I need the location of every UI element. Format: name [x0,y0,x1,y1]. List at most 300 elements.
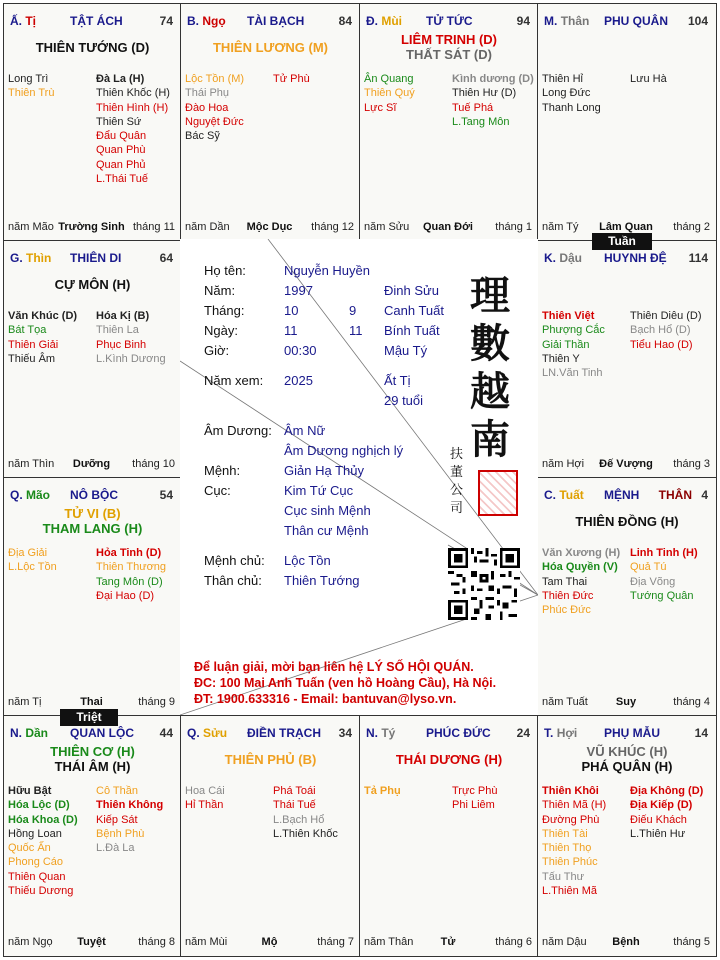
palace-header [187,726,352,742]
minor-star: Thiên Khốc (H) [96,87,170,100]
month-label: tháng 4 [673,696,710,708]
can-chi [544,726,577,740]
palace-footer [185,221,354,235]
ngay-can-chi: Bính Tuất [384,323,440,338]
palace-footer [542,458,710,472]
year-label: năm Sửu [364,221,410,233]
minor-star: L.Thiên Mã [542,885,598,898]
right-star-list [96,309,166,366]
palace-number: 54 [159,488,173,502]
contact-line-2: ĐC: 100 Mai Anh Tuấn (ven hồ Hoàng Cầu), Hà Nội. [194,676,497,690]
minor-star: Bát Tọa [8,324,47,337]
minor-star: Tang Môn (D) [96,575,163,588]
thang-am: 10 [284,303,299,318]
ho-ten-label: Họ tên: [204,263,246,278]
right-star-list [96,784,163,855]
nam-xem-can-chi: Ất Tị [384,373,411,388]
trang-sinh-label: Quan Đới [423,221,473,233]
thang-duong: 9 [349,303,357,318]
minor-star: Quốc Ấn [8,842,51,855]
can-chi [544,251,582,265]
logo-char-4: 南 [470,416,510,463]
minor-star: Tam Thai [542,575,588,588]
year-label: năm Thìn [8,458,55,470]
can-chi [366,726,395,740]
palace-name: MỆNH [604,488,640,502]
palace-footer [364,221,532,235]
logo-calligraphy [470,272,526,464]
trang-sinh-label: Mộ [261,936,278,948]
palace-header [544,14,708,30]
minor-star: L.Tang Môn [452,115,510,128]
minor-star: Thiên Tài [542,827,588,840]
branch: Tuất [559,488,584,502]
year-label: năm Mão [8,221,54,233]
minor-star: Thiên Việt [542,310,595,322]
year-label: năm Dần [185,221,230,233]
branch: Mùi [381,14,403,28]
minor-star: Phong Cáo [8,856,64,869]
palace-number: 94 [516,14,530,28]
minor-star: Phá Toái [273,785,316,797]
qr-code-icon[interactable] [448,548,520,620]
minor-star: Đại Hao (D) [96,589,155,602]
minor-star: Đường Phù [542,813,600,826]
minor-star: Thiên Hình (H) [96,101,169,114]
left-star-list [542,309,605,380]
can: G. [10,251,23,265]
branch: Dần [25,726,49,740]
minor-star: Tướng Quân [630,589,694,602]
palace-g-thin[interactable] [3,240,182,479]
palace-number: 84 [338,14,352,28]
can-chi [10,251,51,265]
palace-number: 44 [159,726,173,740]
minor-star: Thiên Diêu (D) [630,310,702,322]
trang-sinh-label: Thai [80,696,103,708]
minor-star: L.Thiên Hư [630,827,686,840]
year-label: năm Hợi [542,458,585,470]
cuc-note-1: Cục sinh Mệnh [284,503,371,518]
left-star-list [542,784,606,898]
menh-label: Mệnh: [204,463,241,478]
minor-star: Long Trì [8,73,49,85]
right-star-list [630,546,698,603]
minor-star: Hỏa Tinh (D) [96,547,162,559]
minor-star: Thiếu Dương [8,885,74,898]
menh-chu-value: Lộc Tồn [284,553,331,568]
logo-small-char-2: 董 [450,465,464,480]
branch: Hợi [556,726,578,740]
main-star: CỰ MÔN (H) [54,277,131,292]
palace-name: ĐIỀN TRẠCH [247,726,321,740]
minor-star: Thái Phụ [185,87,230,100]
can: B. [187,14,199,28]
right-star-list [96,72,170,186]
minor-star: Bạch Hổ (D) [630,324,691,337]
minor-star: Đà La (H) [96,73,145,85]
am-duong-value: Âm Nữ [284,423,326,438]
palace-number: 104 [687,14,708,28]
logo-small-char-1: 扶 [450,447,464,462]
palace-n-dan[interactable] [3,715,182,957]
month-label: tháng 9 [138,696,175,708]
month-label: tháng 3 [673,458,710,470]
can-chi [187,14,226,28]
palace-header [187,14,352,30]
minor-star: Hỉ Thần [185,799,224,812]
branch: Ngọ [202,14,226,28]
nam-label: Năm: [204,283,236,298]
contact-line-3: ĐT: 1900.633316 - Email: bantuvan@lyso.vn. [194,692,457,706]
minor-star: Thiên Y [542,352,580,365]
gio-can-chi: Mậu Tý [384,343,428,358]
minor-star: Thiên Trù [8,87,55,100]
palace-footer [542,936,710,950]
trang-sinh-label: Đế Vượng [599,458,653,470]
ngay-label: Ngày: [204,323,238,338]
am-duong-note: Âm Dương nghịch lý [284,443,404,458]
minor-star: Lực Sĩ [364,101,397,114]
palace-name: TÀI BẠCH [247,14,305,28]
can-chi [10,726,48,740]
branch: Tị [25,14,37,28]
right-star-list [273,72,310,86]
right-star-list [96,546,166,603]
minor-star: L.Thiên Khốc [273,827,338,840]
palace-name: PHÚC ĐỨC [426,726,491,740]
minor-star: Giải Thần [542,338,590,351]
can: Ấ. [10,14,22,28]
left-star-list [185,72,244,143]
gio-value: 00:30 [284,343,317,358]
palace-name: HUYNH ĐỆ [604,251,667,265]
can: N. [366,726,378,740]
palace-header [366,14,530,30]
minor-star: Tử Phù [273,73,310,85]
minor-star: Thiên Mã (H) [542,799,607,812]
can: C. [544,488,556,502]
menh-value: Giản Hạ Thủy [284,463,364,478]
left-star-list [542,546,620,617]
minor-star: Tuế Phá [452,101,494,114]
minor-star: Hóa Quyền (V) [542,561,618,574]
month-label: tháng 5 [673,936,710,948]
month-label: tháng 12 [311,221,354,233]
palace-name: QUAN LỘC [70,726,134,740]
palace-number: 74 [159,14,173,28]
palace-header [366,726,530,742]
month-label: tháng 6 [495,936,532,948]
year-label: năm Thân [364,936,414,948]
tuan-tag: Tuần [592,233,652,250]
minor-star: Hóa Lộc (D) [8,799,70,812]
can: K. [544,251,556,265]
main-star: THÁI ÂM (H) [54,759,131,774]
palace-footer [8,458,175,472]
minor-star: Phượng Cắc [542,324,605,337]
minor-star: Nguyệt Đức [185,115,244,128]
minor-star: Địa Không (D) [630,785,704,797]
palace-q-mao[interactable] [3,477,182,717]
year-label: năm Tuất [542,696,588,708]
main-star: THIÊN LƯƠNG (M) [212,40,329,55]
red-seal-stamp [478,470,518,516]
minor-star: Ân Quang [364,73,414,85]
left-star-list [185,784,225,813]
palace-number: 24 [516,726,530,740]
minor-star: Văn Xương (H) [542,547,621,559]
palace-header [544,726,708,742]
right-star-list [452,72,534,129]
year-label: năm Dậu [542,936,587,948]
minor-star: Thiên Quan [8,870,66,883]
minor-star: Thiên La [96,324,139,337]
minor-star: Thái Tuế [273,799,316,812]
palace-footer [8,936,175,950]
minor-star: Phi Liêm [452,799,495,812]
minor-star: Thiên Giải [8,338,59,351]
minor-star: Quan Phủ [96,158,146,171]
left-star-list [8,784,78,898]
year-label: năm Mùi [185,936,228,948]
menh-chu-label: Mệnh chủ: [204,553,265,568]
am-duong-label: Âm Dương: [204,423,272,438]
left-star-list [364,72,415,115]
minor-star: Thiên Thọ [542,842,592,855]
minor-star: Long Đức [542,87,591,100]
palace-footer [364,936,532,950]
palace-name: TẬT ÁCH [70,14,123,28]
minor-star: Thiên Sứ [96,115,142,128]
trang-sinh-label: Suy [615,696,637,708]
can-chi [366,14,402,28]
main-star: THÁI DƯƠNG (H) [395,752,503,767]
minor-star: Thiên Hư (D) [452,87,517,100]
main-star: THẤT SÁT (D) [406,47,492,62]
nam-can-chi: Đinh Sửu [384,283,439,298]
main-star: TỬ VI (B) [64,506,121,521]
minor-star: Quả Tú [630,561,667,574]
minor-star: Kình dương (D) [452,73,534,85]
logo-small-char-3: 公 [450,483,464,498]
palace-number: 114 [688,251,708,265]
palace-name: TỬ TỨC [426,14,473,28]
minor-star: Phúc Đức [542,604,591,617]
branch: Dậu [559,251,583,265]
thang-can-chi: Canh Tuất [384,303,444,318]
minor-star: L.Lộc Tồn [8,561,57,574]
minor-star: Lộc Tồn (M) [185,73,245,85]
nam-value: 1997 [284,283,313,298]
branch: Mão [26,488,51,502]
minor-star: L.Thái Tuế [96,173,148,186]
palace-t-hoi[interactable] [537,715,717,957]
can: N. [10,726,22,740]
logo-char-1: 理 [470,272,510,319]
minor-star: Hữu Bật [8,785,52,797]
palace-q-suu[interactable] [180,715,361,957]
triet-tag: Triệt [60,709,118,726]
left-star-list [542,72,601,115]
palace-m-than[interactable] [537,3,717,242]
main-star: VŨ KHÚC (H) [586,744,668,759]
palace-footer [542,696,710,710]
palace-number: 34 [338,726,352,740]
month-label: tháng 8 [138,936,175,948]
palace-name: PHỤ MẪU [604,726,660,740]
minor-star: L.Bạch Hổ [273,813,325,826]
nam-xem-value: 2025 [284,373,313,388]
minor-star: Hóa Kị (B) [96,310,150,322]
can: Đ. [366,14,378,28]
month-label: tháng 7 [317,936,354,948]
left-star-list [8,546,57,575]
month-label: tháng 10 [132,458,175,470]
thang-label: Tháng: [204,303,245,318]
left-star-list [8,72,54,101]
palace-number: 64 [159,251,173,265]
minor-star: Điếu Khách [630,813,687,826]
minor-star: Thiên Thương [96,561,167,574]
minor-star: Hoa Cái [185,785,225,797]
logo-char-2: 數 [470,320,510,367]
minor-star: Hóa Khoa (D) [8,813,78,826]
year-label: năm Tị [8,696,42,708]
minor-star: Thiếu Âm [8,352,56,365]
minor-star: Đẩu Quân [96,130,147,143]
ngay-duong: 11 [349,323,363,338]
than-chu-label: Thân chủ: [204,573,262,588]
trang-sinh-label: Tử [440,936,456,948]
minor-star: Bệnh Phù [96,827,145,840]
minor-star: Quan Phù [96,144,146,157]
minor-star: L.Đà La [96,842,135,855]
right-star-list [630,309,702,352]
palace-header [10,14,173,30]
palace-k-dau[interactable] [537,240,717,479]
right-star-list [630,72,667,86]
ho-ten-value: Nguyễn Huyền [284,263,370,278]
minor-star: Trực Phù [452,785,498,797]
can-chi [10,488,50,502]
can-chi [187,726,227,740]
main-star: THIÊN TƯỚNG (D) [35,40,150,55]
palace-c-tuat[interactable] [537,477,717,717]
can: Q. [10,488,23,502]
minor-star: Thanh Long [542,101,601,114]
minor-star: Cô Thần [96,785,138,797]
main-star: LIÊM TRINH (D) [400,32,498,47]
minor-star: Phục Binh [96,338,147,351]
minor-star: L.Kình Dương [96,352,166,365]
can-chi [10,14,36,28]
main-star: THAM LANG (H) [42,521,143,536]
minor-star: Địa Kiếp (D) [630,799,693,812]
can: T. [544,726,554,740]
palace-header [544,488,708,504]
palace-footer [8,221,175,235]
minor-star: Thiên Hỉ [542,73,583,85]
minor-star: Thiên Khôi [542,785,599,797]
minor-star: Thiên Quý [364,87,415,100]
branch: Thìn [26,251,52,265]
minor-star: Lưu Hà [630,73,667,85]
contact-line-1: Để luận giải, mời bạn liên hệ LÝ SỐ HỘI QUÁN. [194,660,474,674]
minor-star: Linh Tinh (H) [630,547,698,559]
branch: Tý [381,726,396,740]
branch: Thân [560,14,590,28]
minor-star: Địa Giải [8,547,48,559]
main-star: THIÊN PHỦ (B) [224,752,317,767]
left-star-list [364,784,401,798]
palace-d-mui[interactable] [359,3,539,242]
minor-star: Thiên Phúc [542,856,598,869]
palace-header [10,251,173,267]
palace-header [10,488,173,504]
minor-star: Tả Phụ [364,785,401,797]
palace-name: NÔ BỘC [70,488,118,502]
cuc-value: Kim Tứ Cục [284,483,354,498]
trang-sinh-label: Tuyệt [77,936,106,948]
year-label: năm Tý [542,221,579,233]
can-chi [544,488,584,502]
palace-footer [8,696,175,710]
minor-star: Tiểu Hao (D) [630,338,693,351]
trang-sinh-label: Bệnh [612,936,640,948]
palace-name: THIÊN DI [70,251,122,265]
minor-star: Hồng Loan [8,827,62,840]
palace-number: 4 [701,488,708,502]
minor-star: Địa Võng [630,575,676,588]
palace-header [10,726,173,742]
logo-char-3: 越 [470,368,510,415]
branch: Sửu [203,726,228,740]
tuoi-value: 29 tuổi [384,393,424,408]
main-star: PHÁ QUÂN (H) [581,759,673,774]
than-chu-value: Thiên Tướng [284,573,360,588]
palace-name-2: THÂN [658,488,692,502]
gio-label: Giờ: [204,343,230,358]
main-star: THIÊN ĐỒNG (H) [575,514,679,529]
minor-star: Đào Hoa [185,101,229,114]
year-label: năm Ngọ [8,936,53,948]
left-star-list [8,309,77,366]
logo-small-char-4: 司 [450,501,464,516]
palace-a-ti[interactable] [3,3,182,242]
palace-n-ty[interactable] [359,715,539,957]
trang-sinh-label: Lâm Quan [599,221,653,233]
right-star-list [452,784,497,813]
minor-star: Thiên Không [96,799,164,812]
minor-star: Kiếp Sát [96,813,138,826]
right-star-list [273,784,338,841]
minor-star: LN.Văn Tinh [542,367,603,380]
month-label: tháng 1 [495,221,532,233]
palace-b-ngo[interactable] [180,3,361,242]
palace-name: PHU QUÂN [604,14,669,28]
month-label: tháng 11 [132,221,175,233]
minor-star: Văn Khúc (D) [8,310,78,322]
main-star: THIÊN CƠ (H) [50,744,135,759]
cuc-note-2: Thân cư Mệnh [284,523,369,538]
can-chi [544,14,589,28]
cuc-label: Cục: [204,483,231,498]
trang-sinh-label: Trường Sinh [58,221,125,233]
right-star-list [630,784,703,841]
can: Q. [187,726,200,740]
can: M. [544,14,558,28]
